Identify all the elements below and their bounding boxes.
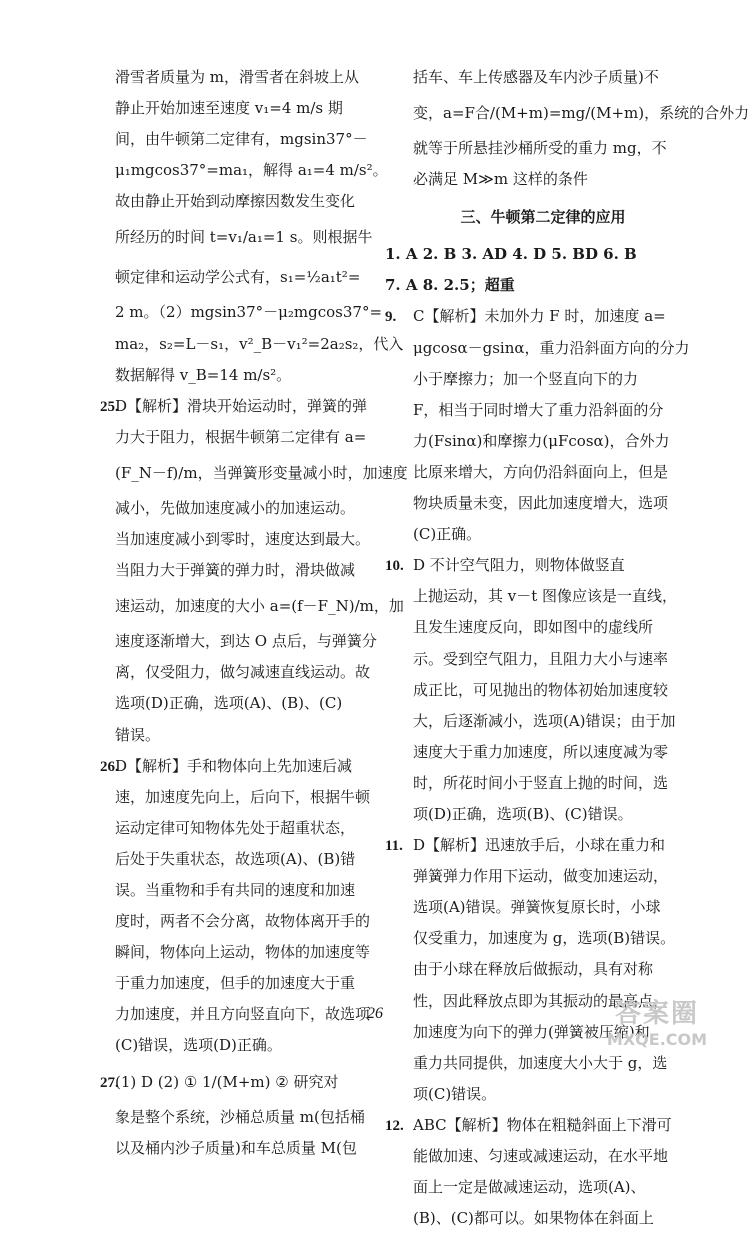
text-line: ABC【解析】物体在粗糙斜面上下滑可 bbox=[413, 1115, 672, 1134]
question-9 bbox=[385, 301, 701, 550]
text-line: 静止开始加速至速度 v₁=4 m/s 期 bbox=[115, 99, 343, 118]
text-line: 上抛运动，其 v－t 图像应该是一直线， bbox=[413, 587, 678, 606]
question-12 bbox=[385, 1110, 701, 1234]
text-line: 时，所花时间小于竖直上抛的时间，选 bbox=[413, 773, 669, 792]
text-line: 且发生速度反向，即如图中的虚线所 bbox=[413, 618, 654, 637]
text-line: 瞬间，物体向上运动，物体的加速度等 bbox=[115, 943, 371, 962]
text-line: 速度大于重力加速度，所以速度减为零 bbox=[413, 742, 669, 761]
text-line: (C)正确。 bbox=[413, 525, 482, 544]
text-line: 速运动，加速度的大小 a=(f－F_N)/m，加 bbox=[115, 597, 404, 616]
text-line: (C)错误，选项(D)正确。 bbox=[115, 1036, 282, 1055]
text-line: 顿定律和运动学公式有，s₁=½a₁t²= bbox=[115, 268, 361, 287]
answers-line: 1. A 2. B 3. AD 4. D 5. BD 6. B bbox=[385, 245, 637, 264]
question-number: 9. bbox=[385, 309, 397, 326]
text-line: 数据解得 v_B=14 m/s²。 bbox=[115, 365, 292, 384]
text-line: ma₂，s₂=L－s₁，v²_B－v₁²=2a₂s₂，代入 bbox=[115, 334, 404, 353]
text-line: 当加速度减小到零时，速度达到最大。 bbox=[115, 530, 371, 549]
text-line: D【解析】滑块开始运动时，弹簧的弹 bbox=[115, 396, 368, 415]
text-line: 于重力加速度，但手的加速度大于重 bbox=[115, 974, 356, 993]
text-line: 面上一定是做减速运动，选项(A)、 bbox=[413, 1178, 646, 1197]
question-number: 25. bbox=[100, 398, 119, 415]
text-line: 大，后逐渐减小，选项(A)错误；由于加 bbox=[413, 711, 676, 730]
text-line: D【解析】手和物体向上先加速后减 bbox=[115, 756, 353, 775]
watermark-logo bbox=[582, 998, 732, 1056]
text-line: D【解析】迅速放手后，小球在重力和 bbox=[413, 836, 666, 855]
text-line: μ₁mgcos37°=ma₁，解得 a₁=4 m/s²。 bbox=[115, 161, 388, 180]
text-line: 以及桶内沙子质量)和车总质量 M(包 bbox=[115, 1138, 357, 1157]
text-line: 仅受重力，加速度为 g，选项(B)错误。 bbox=[413, 929, 676, 948]
text-line: 选项(D)正确，选项(A)、(B)、(C) bbox=[115, 694, 343, 713]
text-line: 滑雪者质量为 m，滑雪者在斜坡上从 bbox=[115, 68, 359, 86]
text-line: 括车、车上传感器及车内沙子质量)不 bbox=[413, 68, 659, 86]
text-line: 能做加速、匀速或减速运动，在水平地 bbox=[413, 1147, 669, 1165]
text-line: 比原来增大，方向仍沿斜面向上，但是 bbox=[413, 462, 669, 481]
text-line: 力大于阻力，根据牛顿第二定律有 a= bbox=[115, 427, 367, 446]
right-column bbox=[385, 62, 750, 1234]
text-line: 变，a=F合/(M+m)=mg/(M+m)，系统的合外力 bbox=[413, 104, 750, 123]
text-line: (1) D (2) ① 1/(M+m) ② 研究对 bbox=[115, 1072, 339, 1091]
text-line: 减小，先做加速度减小的加速运动。 bbox=[115, 498, 356, 517]
text-line: 小于摩擦力；加一个竖直向下的力 bbox=[413, 369, 639, 388]
text-line: μgcosα－gsinα，重力沿斜面方向的分力 bbox=[413, 338, 690, 357]
text-line: 力(Fsinα)和摩擦力(μFcosα)，合外力 bbox=[413, 431, 670, 450]
question-27 bbox=[100, 1062, 390, 1164]
question-number: 11. bbox=[385, 838, 403, 855]
text-line: 成正比，可见抛出的物体初始加速度较 bbox=[413, 680, 669, 699]
text-line: 项(D)正确，选项(B)、(C)错误。 bbox=[413, 804, 633, 823]
page-number: 26 bbox=[367, 1005, 383, 1022]
text-line: 速，加速度先向上，后向下，根据牛顿 bbox=[115, 787, 371, 806]
text-line: 后处于失重状态，故选项(A)、(B)错 bbox=[115, 849, 356, 868]
text-line: 由于小球在释放后做振动，具有对称 bbox=[413, 960, 654, 979]
text-line: 重力共同提供，加速度大小大于 g，选 bbox=[413, 1053, 668, 1072]
text-line: 速度逐渐增大，到达 O 点后，与弹簧分 bbox=[115, 632, 377, 651]
text-line: 离，仅受阻力，做匀减速直线运动。故 bbox=[115, 663, 371, 682]
text-line: 间，由牛顿第二定律有，mgsin37°－ bbox=[115, 130, 368, 149]
text-line: 2 m。（2）mgsin37°－μ₂mgcos37°= bbox=[115, 303, 383, 322]
text-line: D 不计空气阻力，则物体做竖直 bbox=[413, 556, 625, 575]
text-line: 加速度为向下的弹力(弹簧被压缩)和 bbox=[413, 1022, 650, 1041]
text-line: 当阻力大于弹簧的弹力时，滑块做减 bbox=[115, 561, 356, 580]
text-line: 就等于所悬挂沙桶所受的重力 mg，不 bbox=[413, 139, 667, 158]
text-line: 象是整个系统，沙桶总质量 m(包括桶 bbox=[115, 1107, 365, 1126]
watermark-url: MXQE.COM bbox=[606, 1030, 708, 1049]
question-number: 26. bbox=[100, 758, 119, 775]
text-line: 弹簧弹力作用下运动，做变加速运动， bbox=[413, 867, 669, 886]
text-line: 运动定律可知物体先处于超重状态， bbox=[115, 818, 356, 837]
text-line: 力加速度，并且方向竖直向下，故选项 bbox=[115, 1005, 371, 1024]
question-11 bbox=[385, 830, 701, 1110]
watermark-text: 答案圈 bbox=[614, 999, 699, 1029]
text-line: 必满足 M≫m 这样的条件 bbox=[413, 170, 588, 189]
text-line: 选项(A)错误。弹簧恢复原长时，小球 bbox=[413, 898, 661, 917]
text-line: (F_N－f)/m，当弹簧形变量减小时，加速度 bbox=[115, 463, 408, 482]
text-line: (B)、(C)都可以。如果物体在斜面上 bbox=[413, 1209, 654, 1228]
text-line: 物块质量未变，因此加速度增大，选项 bbox=[413, 494, 669, 513]
question-10 bbox=[385, 550, 701, 830]
text-line: C【解析】未加外力 F 时，加速度 a= bbox=[413, 307, 666, 326]
text-line: 项(C)错误。 bbox=[413, 1084, 497, 1103]
text-line: 错误。 bbox=[115, 725, 161, 744]
question-number: 12. bbox=[385, 1117, 404, 1134]
text-line: 故由静止开始到动摩擦因数发生变化 bbox=[115, 192, 356, 211]
text-line: 示。受到空气阻力，且阻力大小与速率 bbox=[413, 649, 669, 668]
text-line: 误。当重物和手有共同的速度和加速 bbox=[115, 880, 356, 899]
text-line: 性，因此释放点即为其振动的最高点， bbox=[413, 991, 669, 1010]
question-number: 27. bbox=[100, 1074, 119, 1091]
text-line: 度时，两者不会分离，故物体离开手的 bbox=[115, 912, 371, 931]
answers-line: 7. A 8. 2.5；超重 bbox=[385, 276, 515, 295]
question-number: 10. bbox=[385, 558, 404, 575]
text-line: F，相当于同时增大了重力沿斜面的分 bbox=[413, 400, 664, 419]
text-line: 所经历的时间 t=v₁/a₁=1 s。则根据牛 bbox=[115, 228, 373, 247]
section-title: 三、牛顿第二定律的应用 bbox=[460, 208, 626, 227]
